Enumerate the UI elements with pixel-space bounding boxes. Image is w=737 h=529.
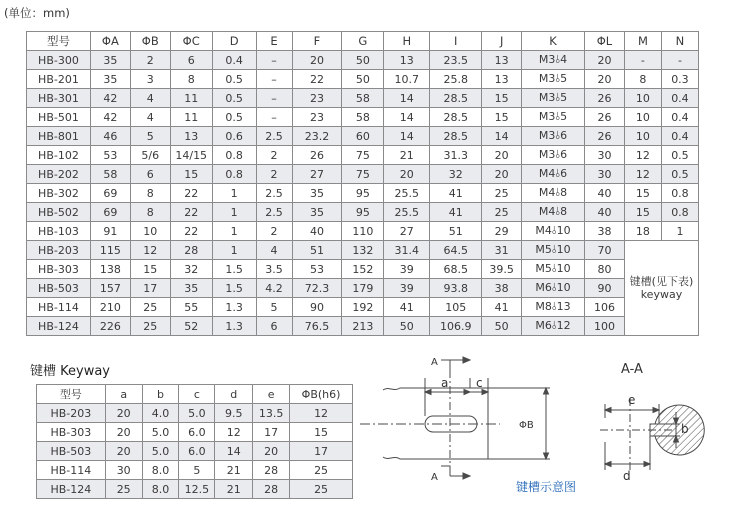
- dim-b-label: b: [681, 422, 689, 436]
- table-cell: 13.5: [253, 404, 290, 423]
- table-cell: 12: [624, 165, 661, 184]
- header-cell: M: [624, 32, 661, 51]
- dim-a-label: a: [441, 376, 449, 390]
- table-cell: M3⫰5: [522, 108, 585, 127]
- table-cell: 20: [105, 423, 142, 442]
- table-cell: 50: [384, 317, 430, 336]
- table-cell: 10: [624, 127, 661, 146]
- table-cell: 0.5: [661, 165, 698, 184]
- table-cell: 13: [384, 51, 430, 70]
- unit-note: (单位：mm): [4, 6, 70, 20]
- table-cell: 2: [256, 146, 292, 165]
- table-cell: M5⫰10: [522, 260, 585, 279]
- table-cell: 9.5: [215, 404, 253, 423]
- table-cell: M6⫰10: [522, 279, 585, 298]
- table-cell: M3⫰4: [522, 51, 585, 70]
- table-cell: 5: [256, 298, 292, 317]
- table-cell: 106.9: [430, 317, 482, 336]
- model-cell: HB-114: [27, 298, 91, 317]
- table-cell: 20: [292, 51, 342, 70]
- table-cell: 51: [292, 241, 342, 260]
- table-cell: 23.5: [430, 51, 482, 70]
- table-cell: 13: [482, 70, 522, 89]
- model-cell: HB-300: [27, 51, 91, 70]
- table-cell: –: [256, 51, 292, 70]
- header-cell: 型号: [27, 32, 91, 51]
- table-cell: 39.5: [482, 260, 522, 279]
- table-cell: 28.5: [430, 89, 482, 108]
- table-cell: 41: [430, 184, 482, 203]
- table-cell: 21: [384, 146, 430, 165]
- table-cell: 58: [90, 165, 130, 184]
- header-cell: ΦL: [585, 32, 625, 51]
- table-cell: 8: [130, 203, 170, 222]
- table-cell: 17: [253, 423, 290, 442]
- table-cell: 53: [292, 260, 342, 279]
- table-cell: 68.5: [430, 260, 482, 279]
- model-cell: HB-203: [37, 404, 106, 423]
- header-cell: ΦB: [130, 32, 170, 51]
- table-cell: 1.3: [212, 317, 256, 336]
- table-cell: 25: [130, 298, 170, 317]
- table-cell: 1: [212, 241, 256, 260]
- model-cell: HB-103: [27, 222, 91, 241]
- table-cell: 14: [482, 127, 522, 146]
- table-cell: 0.4: [661, 89, 698, 108]
- table-cell: 14/15: [170, 146, 212, 165]
- shaft-cross-section: [600, 362, 704, 470]
- model-cell: HB-301: [27, 89, 91, 108]
- table-cell: 90: [292, 298, 342, 317]
- table-cell: 0.8: [212, 146, 256, 165]
- table-cell: 11: [170, 108, 212, 127]
- table-cell: 10: [130, 222, 170, 241]
- table-cell: 1: [661, 222, 698, 241]
- header-cell: I: [430, 32, 482, 51]
- table-cell: 58: [342, 108, 384, 127]
- dim-phiB-label: ΦB: [519, 420, 534, 431]
- table-cell: 6.0: [179, 442, 215, 461]
- table-cell: 35: [90, 51, 130, 70]
- table-cell: 110: [342, 222, 384, 241]
- table-cell: 1.5: [212, 279, 256, 298]
- table-cell: 46: [90, 127, 130, 146]
- table-cell: 38: [482, 279, 522, 298]
- model-cell: HB-801: [27, 127, 91, 146]
- model-cell: HB-102: [27, 146, 91, 165]
- table-cell: 20: [482, 165, 522, 184]
- table-cell: 3: [130, 70, 170, 89]
- table-cell: 30: [585, 146, 625, 165]
- table-cell: 26: [585, 127, 625, 146]
- table-cell: 22: [170, 203, 212, 222]
- table-cell: 213: [342, 317, 384, 336]
- table-cell: 0.3: [661, 70, 698, 89]
- model-cell: HB-502: [27, 203, 91, 222]
- model-cell: HB-302: [27, 184, 91, 203]
- header-cell: ΦC: [170, 32, 212, 51]
- table-cell: 100: [585, 317, 625, 336]
- section-label-bottom: A: [431, 472, 438, 483]
- header-cell: ΦB(h6): [290, 385, 353, 404]
- model-cell: HB-114: [37, 461, 106, 480]
- table-cell: 0.6: [212, 127, 256, 146]
- model-cell: HB-303: [27, 260, 91, 279]
- table-cell: 6: [130, 165, 170, 184]
- keyway-title: 键槽 Keyway: [30, 364, 110, 379]
- table-cell: 75: [342, 146, 384, 165]
- table-cell: 12: [624, 146, 661, 165]
- table-cell: 20: [585, 51, 625, 70]
- table-cell: 39: [384, 279, 430, 298]
- table-cell: 50: [342, 70, 384, 89]
- header-cell: J: [482, 32, 522, 51]
- table-cell: 22: [170, 222, 212, 241]
- table-cell: 42: [90, 89, 130, 108]
- table-cell: 70: [585, 241, 625, 260]
- table-cell: 4: [130, 108, 170, 127]
- header-cell: F: [292, 32, 342, 51]
- table-cell: 80: [585, 260, 625, 279]
- table-cell: 5.0: [142, 442, 179, 461]
- section-label-top: A: [431, 357, 438, 368]
- table-cell: 20: [384, 165, 430, 184]
- table-cell: 17: [290, 442, 353, 461]
- table-cell: 64.5: [430, 241, 482, 260]
- table-cell: M6⫰12: [522, 317, 585, 336]
- table-cell: 93.8: [430, 279, 482, 298]
- table-cell: 20: [482, 146, 522, 165]
- table-cell: 69: [90, 203, 130, 222]
- table-cell: 2: [256, 222, 292, 241]
- table-cell: 58: [342, 89, 384, 108]
- header-cell: ΦA: [90, 32, 130, 51]
- table-cell: 31: [482, 241, 522, 260]
- table-cell: 20: [253, 442, 290, 461]
- table-cell: 27: [292, 165, 342, 184]
- table-cell: 40: [585, 184, 625, 203]
- table-cell: 0.8: [661, 203, 698, 222]
- table-cell: 106: [585, 298, 625, 317]
- table-cell: 23: [292, 89, 342, 108]
- table-cell: M4⫰8: [522, 184, 585, 203]
- table-cell: 41: [482, 298, 522, 317]
- table-cell: 51: [430, 222, 482, 241]
- table-cell: 21: [215, 461, 253, 480]
- table-cell: 1: [212, 222, 256, 241]
- table-cell: 226: [90, 317, 130, 336]
- table-cell: 76.5: [292, 317, 342, 336]
- table-cell: M8⫰13: [522, 298, 585, 317]
- header-cell: 型号: [37, 385, 106, 404]
- table-cell: 10.7: [384, 70, 430, 89]
- header-cell: N: [661, 32, 698, 51]
- keyway-note-cn: 键槽(见下表): [629, 275, 694, 288]
- header-cell: K: [522, 32, 585, 51]
- header-cell: e: [253, 385, 290, 404]
- table-cell: 22: [292, 70, 342, 89]
- table-cell: 35: [292, 184, 342, 203]
- table-cell: 0.4: [661, 127, 698, 146]
- table-cell: 20: [105, 404, 142, 423]
- table-cell: 15: [624, 184, 661, 203]
- header-cell: a: [105, 385, 142, 404]
- header-cell: c: [179, 385, 215, 404]
- table-cell: 27: [384, 222, 430, 241]
- table-cell: 42: [90, 108, 130, 127]
- table-cell: 21: [215, 480, 253, 499]
- table-cell: 22: [170, 184, 212, 203]
- header-cell: G: [342, 32, 384, 51]
- table-cell: 4: [256, 241, 292, 260]
- table-cell: 1.3: [212, 298, 256, 317]
- table-cell: 30: [585, 165, 625, 184]
- table-cell: 2.5: [256, 203, 292, 222]
- table-cell: 15: [482, 108, 522, 127]
- table-cell: 35: [292, 203, 342, 222]
- table-cell: 10: [624, 108, 661, 127]
- model-cell: HB-201: [27, 70, 91, 89]
- model-cell: HB-303: [37, 423, 106, 442]
- table-cell: 39: [384, 260, 430, 279]
- table-cell: 25: [105, 480, 142, 499]
- table-cell: 13: [482, 51, 522, 70]
- table-cell: 6: [256, 317, 292, 336]
- table-cell: 23.2: [292, 127, 342, 146]
- table-cell: M4⫰8: [522, 203, 585, 222]
- table-cell: 26: [585, 89, 625, 108]
- table-cell: 138: [90, 260, 130, 279]
- table-cell: 52: [170, 317, 212, 336]
- header-cell: E: [256, 32, 292, 51]
- table-cell: 2.5: [256, 184, 292, 203]
- table-cell: 28: [253, 480, 290, 499]
- table-cell: 0.8: [661, 184, 698, 203]
- table-cell: 26: [292, 146, 342, 165]
- table-cell: M3⫰5: [522, 70, 585, 89]
- header-cell: b: [142, 385, 179, 404]
- header-cell: d: [215, 385, 253, 404]
- table-cell: 0.4: [212, 51, 256, 70]
- table-cell: M3⫰5: [522, 89, 585, 108]
- table-cell: M5⫰10: [522, 241, 585, 260]
- table-cell: 28.5: [430, 127, 482, 146]
- table-cell: 60: [342, 127, 384, 146]
- table-cell: M3⫰6: [522, 146, 585, 165]
- table-cell: 14: [384, 89, 430, 108]
- table-cell: 13: [170, 127, 212, 146]
- table-cell: 32: [170, 260, 212, 279]
- table-cell: 14: [384, 127, 430, 146]
- model-cell: HB-503: [37, 442, 106, 461]
- table-cell: 8.0: [142, 480, 179, 499]
- shaft-side-view: [360, 357, 550, 479]
- table-cell: 15: [290, 423, 353, 442]
- table-cell: 0.5: [212, 70, 256, 89]
- table-cell: 3.5: [256, 260, 292, 279]
- table-cell: M3⫰6: [522, 127, 585, 146]
- table-cell: 40: [585, 203, 625, 222]
- table-cell: -: [624, 51, 661, 70]
- model-cell: HB-203: [27, 241, 91, 260]
- table-cell: 20: [585, 70, 625, 89]
- table-cell: 25.5: [384, 184, 430, 203]
- table-cell: 38: [585, 222, 625, 241]
- model-cell: HB-501: [27, 108, 91, 127]
- table-cell: 210: [90, 298, 130, 317]
- table-cell: 4: [130, 89, 170, 108]
- table-cell: 152: [342, 260, 384, 279]
- dim-d-label: d: [623, 469, 631, 483]
- table-cell: 17: [130, 279, 170, 298]
- table-cell: 1.5: [212, 260, 256, 279]
- model-cell: HB-202: [27, 165, 91, 184]
- table-cell: 12: [215, 423, 253, 442]
- table-cell: 12.5: [179, 480, 215, 499]
- table-cell: 25.5: [384, 203, 430, 222]
- diagram-caption: 键槽示意图: [516, 480, 577, 494]
- table-cell: 31.3: [430, 146, 482, 165]
- table-cell: 14: [215, 442, 253, 461]
- table-cell: 28: [170, 241, 212, 260]
- table-cell: 6.0: [179, 423, 215, 442]
- table-cell: 179: [342, 279, 384, 298]
- table-cell: 192: [342, 298, 384, 317]
- table-cell: 72.3: [292, 279, 342, 298]
- table-cell: 50: [482, 317, 522, 336]
- table-cell: M4⫰10: [522, 222, 585, 241]
- table-cell: –: [256, 70, 292, 89]
- table-cell: 69: [90, 184, 130, 203]
- table-cell: 40: [292, 222, 342, 241]
- table-cell: 12: [130, 241, 170, 260]
- table-cell: 0.5: [661, 146, 698, 165]
- table-cell: 91: [90, 222, 130, 241]
- table-cell: 28.5: [430, 108, 482, 127]
- table-cell: 25: [130, 317, 170, 336]
- table-cell: 23: [292, 108, 342, 127]
- table-cell: 0.4: [661, 108, 698, 127]
- table-cell: 26: [585, 108, 625, 127]
- aa-title: A-A: [621, 362, 643, 377]
- header-cell: D: [212, 32, 256, 51]
- table-cell: 18: [624, 222, 661, 241]
- table-cell: 14: [384, 108, 430, 127]
- table-cell: 29: [482, 222, 522, 241]
- dim-c-label: c: [476, 376, 483, 390]
- table-cell: 12: [290, 404, 353, 423]
- table-cell: 25: [290, 461, 353, 480]
- table-cell: 15: [624, 203, 661, 222]
- table-cell: 25: [482, 184, 522, 203]
- table-cell: 4.0: [142, 404, 179, 423]
- table-cell: 95: [342, 184, 384, 203]
- table-cell: 95: [342, 203, 384, 222]
- table-cell: 25: [482, 203, 522, 222]
- table-cell: 8.0: [142, 461, 179, 480]
- table-cell: 25.8: [430, 70, 482, 89]
- table-cell: 2: [130, 51, 170, 70]
- table-cell: 6: [170, 51, 212, 70]
- table-cell: 15: [130, 260, 170, 279]
- table-cell: 90: [585, 279, 625, 298]
- table-cell: 53: [90, 146, 130, 165]
- table-cell: 115: [90, 241, 130, 260]
- table-cell: 5: [179, 461, 215, 480]
- table-cell: 8: [130, 184, 170, 203]
- header-cell: H: [384, 32, 430, 51]
- table-cell: 11: [170, 89, 212, 108]
- table-cell: 5/6: [130, 146, 170, 165]
- table-cell: 2.5: [256, 127, 292, 146]
- table-cell: 0.5: [212, 108, 256, 127]
- model-cell: HB-124: [27, 317, 91, 336]
- table-cell: 2: [256, 165, 292, 184]
- table-cell: 10: [624, 89, 661, 108]
- table-cell: 75: [342, 165, 384, 184]
- table-cell: 32: [430, 165, 482, 184]
- table-cell: 5.0: [179, 404, 215, 423]
- table-cell: M4⫰6: [522, 165, 585, 184]
- table-cell: 55: [170, 298, 212, 317]
- table-cell: 41: [430, 203, 482, 222]
- model-cell: HB-124: [37, 480, 106, 499]
- table-cell: 0.5: [212, 89, 256, 108]
- table-cell: 4.2: [256, 279, 292, 298]
- dim-e-label: e: [628, 393, 636, 407]
- keyway-note-en: keyway: [640, 288, 683, 301]
- table-cell: 30: [105, 461, 142, 480]
- table-cell: 1: [212, 184, 256, 203]
- table-cell: –: [256, 108, 292, 127]
- table-cell: 8: [624, 70, 661, 89]
- table-cell: 50: [342, 51, 384, 70]
- table-cell: -: [661, 51, 698, 70]
- table-cell: 157: [90, 279, 130, 298]
- table-cell: 35: [170, 279, 212, 298]
- table-cell: 0.8: [212, 165, 256, 184]
- model-cell: HB-503: [27, 279, 91, 298]
- table-cell: –: [256, 89, 292, 108]
- table-cell: 105: [430, 298, 482, 317]
- table-cell: 8: [170, 70, 212, 89]
- table-cell: 20: [105, 442, 142, 461]
- table-cell: 28: [253, 461, 290, 480]
- table-cell: 132: [342, 241, 384, 260]
- table-cell: 15: [170, 165, 212, 184]
- table-cell: 1: [212, 203, 256, 222]
- table-cell: 31.4: [384, 241, 430, 260]
- table-cell: 25: [290, 480, 353, 499]
- table-cell: 35: [90, 70, 130, 89]
- table-cell: 5: [130, 127, 170, 146]
- table-cell: 5.0: [142, 423, 179, 442]
- table-cell: 41: [384, 298, 430, 317]
- table-cell: 15: [482, 89, 522, 108]
